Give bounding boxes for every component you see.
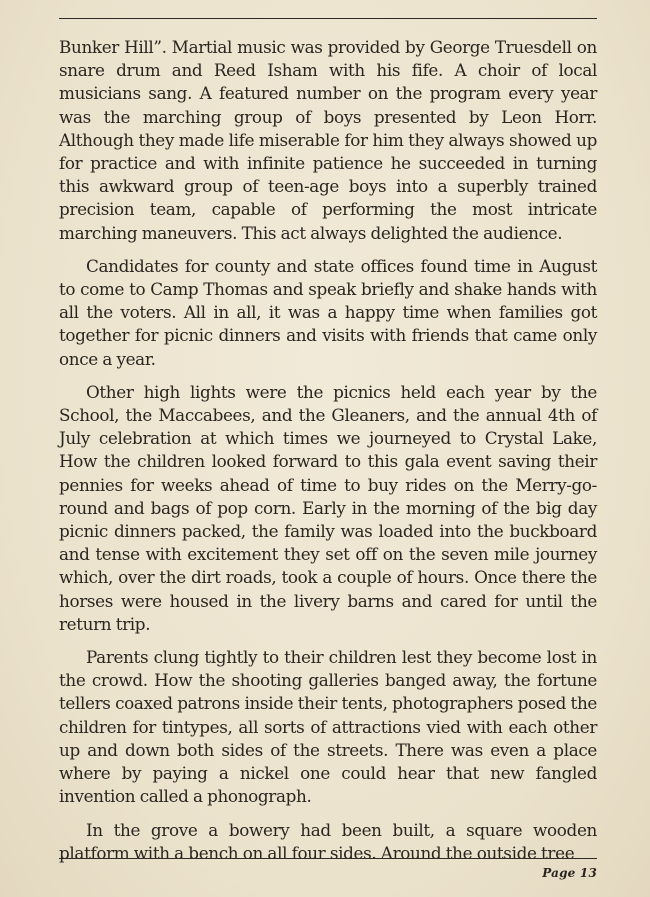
paragraph-parents: Parents clung tightly to their children lest they become lost in the crowd. How the shooting galleries banged away, the fortune tellers coaxed patrons inside their tents, photographers posed the children for tintypes, all sorts of attractions vied with each other up and down both sides of the streets. There was even a place where by paying a nickel one could hear that new fangled invention called a phonograph.	[59, 647, 597, 807]
paragraph-candidates: Candidates for county and state offices found time in August to come to Camp Thomas and speak briefly and shake hands with all the voters. All in all, it was a happy time when families got together for picnic dinners and visits with friends that came only once a year.	[59, 255, 597, 369]
paragraph-continued: Bunker Hill”. Martial music was provided by George Truesdell on snare drum and Reed Isham with his fife. A choir of local musicians sang. A featured number on the program every year was the marching group of boys presented by Leon Horr. Although they made life miserable for him they always showed up for practice and with infinite patience he succeeded in turning this awkward group of teen-age boys into a superbly trained precision team, capable of performing the most intricate marching maneuvers. This act always delighted the audience.	[59, 37, 597, 243]
paragraph-high-lights: Other high lights were the picnics held each year by the School, the Maccabees, and the Gleaners, and the annual 4th of July celebration at which times we journeyed to Crystal Lake, How the children looked forward to this gala event saving their pennies for weeks ahead of time to buy rides on the Merry-go-round and bags of pop corn. Early in the morning of the big day picnic dinners packed, the family was loaded into the buckboard and tense with excitement they set off on the seven mile journey which, over the dirt roads, took a couple of hours. Once there the horses were housed in the livery barns and cared for until the return trip.	[59, 381, 597, 634]
body-text	[59, 36, 597, 875]
header-rule	[59, 18, 597, 19]
footer-rule	[59, 858, 597, 859]
page-number: Page 13	[542, 866, 597, 880]
paragraph-grove: In the grove a bowery had been built, a square wooden platform with a bench on all four sides. Around the outside tree	[59, 819, 597, 863]
